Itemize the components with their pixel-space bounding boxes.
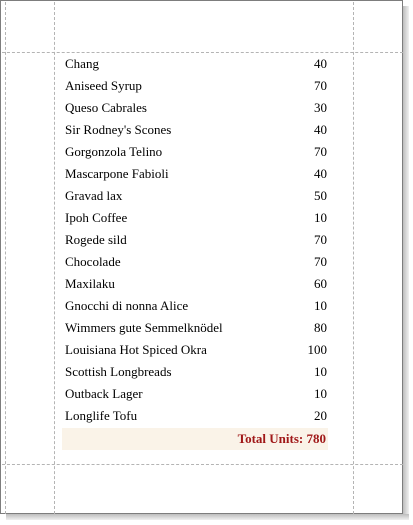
table-row: [62, 229, 328, 251]
table-row: [62, 405, 328, 427]
table-row: [62, 97, 328, 119]
product-units-list: [62, 53, 328, 427]
table-row: [62, 383, 328, 405]
page-shadow-right: [403, 6, 409, 518]
product-name: Gorgonzola Telino: [65, 144, 163, 159]
total-units-label: Total Units: 780: [237, 431, 326, 446]
units-value: 10: [314, 386, 327, 401]
table-row: [62, 339, 328, 361]
table-row: [62, 75, 328, 97]
units-value: 70: [314, 78, 327, 93]
units-value: 70: [314, 232, 327, 247]
product-name: Chocolade: [65, 254, 121, 269]
product-name: Rogede sild: [65, 232, 127, 247]
table-row: [62, 207, 328, 229]
left-margin-guide: [54, 2, 55, 514]
product-name: Wimmers gute Semmelknödel: [65, 320, 223, 335]
product-name: Maxilaku: [65, 276, 115, 291]
units-value: 100: [307, 342, 327, 357]
product-name: Ipoh Coffee: [65, 210, 128, 225]
units-value: 70: [314, 144, 327, 159]
product-name: Chang: [65, 56, 99, 71]
product-name: Outback Lager: [65, 386, 143, 401]
table-row: [62, 317, 328, 339]
table-row: [62, 361, 328, 383]
units-value: 50: [314, 188, 327, 203]
product-name: Gravad lax: [65, 188, 123, 203]
units-value: 40: [314, 56, 327, 71]
units-value: 70: [314, 254, 327, 269]
units-value: 80: [314, 320, 327, 335]
table-row: [62, 53, 328, 75]
product-name: Mascarpone Fabioli: [65, 166, 169, 181]
units-value: 10: [314, 364, 327, 379]
page-shadow-bottom: [6, 514, 409, 520]
units-value: 10: [314, 298, 327, 313]
product-name: Louisiana Hot Spiced Okra: [65, 342, 207, 357]
bottom-margin-guide: [2, 464, 403, 465]
units-value: 20: [314, 408, 327, 423]
left-page-edge-guide: [5, 2, 6, 514]
table-row: [62, 251, 328, 273]
total-units-band: [62, 428, 328, 450]
product-name: Gnocchi di nonna Alice: [65, 298, 189, 313]
product-name: Sir Rodney's Scones: [65, 122, 172, 137]
right-margin-guide: [353, 2, 354, 514]
units-value: 40: [314, 166, 327, 181]
units-value: 10: [314, 210, 327, 225]
units-value: 40: [314, 122, 327, 137]
table-row: [62, 295, 328, 317]
product-name: Longlife Tofu: [65, 408, 138, 423]
table-row: [62, 119, 328, 141]
product-name: Scottish Longbreads: [65, 364, 172, 379]
table-row: [62, 141, 328, 163]
units-value: 30: [314, 100, 327, 115]
table-row: [62, 163, 328, 185]
product-name: Queso Cabrales: [65, 100, 147, 115]
table-row: [62, 185, 328, 207]
product-name: Aniseed Syrup: [65, 78, 142, 93]
table-row: [62, 273, 328, 295]
units-value: 60: [314, 276, 327, 291]
